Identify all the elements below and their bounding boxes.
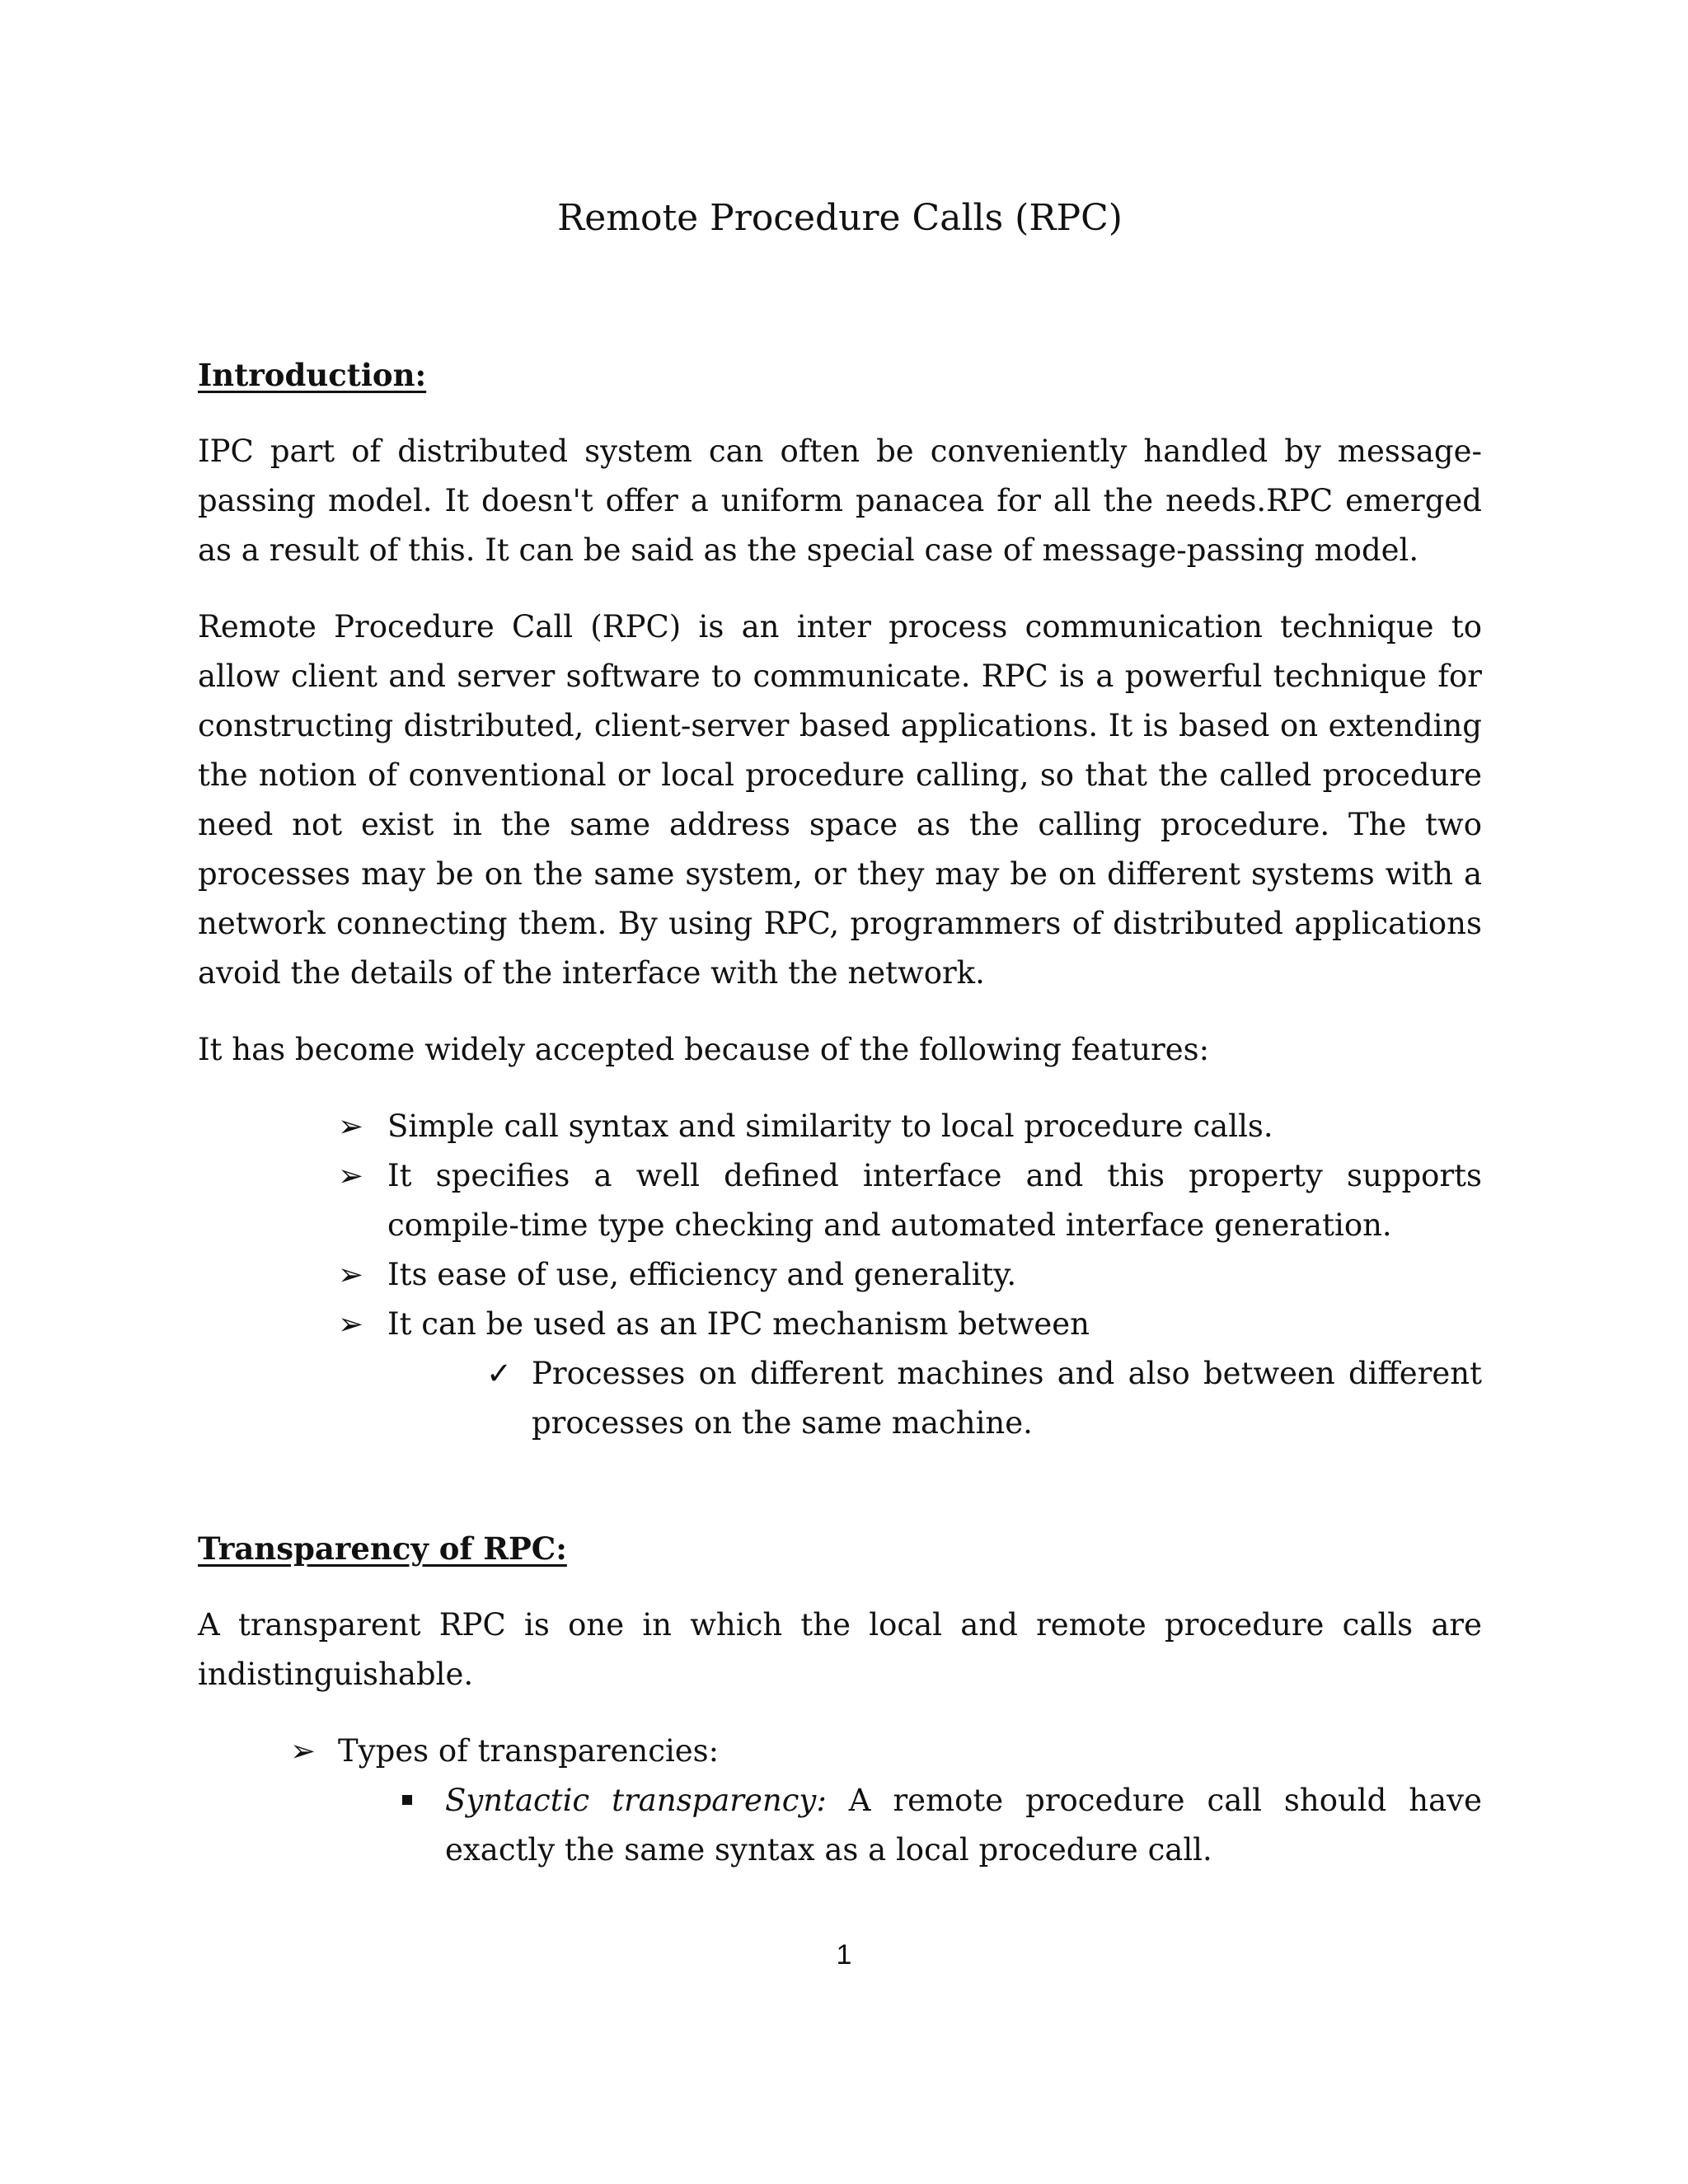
arrow-bullet-icon: ➢ <box>338 1108 364 1144</box>
list-item <box>338 1151 1482 1250</box>
section-heading-introduction: Introduction: <box>198 357 427 393</box>
feature-text: Simple call syntax and similarity to local procedure calls. <box>387 1108 1273 1144</box>
page-number: 1 <box>836 1939 852 1971</box>
arrow-bullet-icon: ➢ <box>338 1306 364 1342</box>
types-label: Types of transparencies: <box>338 1733 720 1769</box>
syntactic-list <box>396 1776 1482 1875</box>
arrow-bullet-icon: ➢ <box>290 1733 316 1769</box>
arrow-bullet-icon: ➢ <box>338 1158 364 1193</box>
sub-feature-list <box>486 1349 1482 1448</box>
spacer <box>198 243 1482 350</box>
list-item <box>338 1300 1482 1448</box>
page-content <box>198 194 1482 1875</box>
list-item <box>338 1102 1482 1151</box>
intro-paragraph-3: It has become widely accepted because of the following features: <box>198 1032 1210 1067</box>
spacer <box>198 400 1482 427</box>
section-heading-transparency: Transparency of RPC: <box>198 1530 567 1567</box>
intro-paragraph-1: IPC part of distributed system can often be conveniently handled by message-passing model. It doesn't offer a uniform panacea for all the needs.RPC emerged as a result of this. It can be said as the special case of message-passing model. <box>198 434 1482 568</box>
sub-feature-text: Processes on different machines and also between different processes on the same machine. <box>532 1356 1482 1441</box>
syntactic-text: A remote procedure call should have exactly the same syntax as a local procedure call. <box>445 1783 1482 1868</box>
spacer <box>198 1448 1482 1524</box>
feature-text: It specifies a well defined interface and this property supports compile-time type checking and automated interface generation. <box>387 1158 1482 1243</box>
square-bullet-icon <box>402 1795 412 1805</box>
spacer <box>198 1573 1482 1601</box>
check-bullet-icon: ✓ <box>486 1356 513 1391</box>
document-title: Remote Procedure Calls (RPC) <box>557 197 1123 239</box>
feature-text: It can be used as an IPC mechanism between <box>387 1306 1090 1342</box>
list-item <box>338 1250 1482 1300</box>
transparency-paragraph-1: A transparent RPC is one in which the local and remote procedure calls are indistinguishable. <box>198 1607 1482 1692</box>
list-item <box>396 1776 1482 1875</box>
spacer <box>198 575 1482 602</box>
intro-paragraph-2: Remote Procedure Call (RPC) is an inter process communication technique to allow client and server software to communicate. RPC is a powerful technique for constructing distributed, client-server based applications. It is based on extending the notion of conventional or local procedure calling, so that the called procedure need not exist in the same address space as the calling procedure. The two processes may be on the same system, or they may be on different systems with a network connecting them. By using RPC, programmers of distributed applications avoid the details of the interface with the network. <box>198 609 1482 991</box>
syntactic-term: Syntactic transparency: <box>445 1783 827 1818</box>
features-list <box>338 1102 1482 1448</box>
feature-text: Its ease of use, efficiency and generality. <box>387 1257 1017 1292</box>
list-item <box>290 1727 1482 1776</box>
list-item <box>486 1349 1482 1448</box>
spacer <box>198 998 1482 1025</box>
transparency-types-list <box>290 1727 1482 1776</box>
spacer <box>198 1075 1482 1102</box>
spacer <box>198 1699 1482 1727</box>
arrow-bullet-icon: ➢ <box>338 1257 364 1292</box>
